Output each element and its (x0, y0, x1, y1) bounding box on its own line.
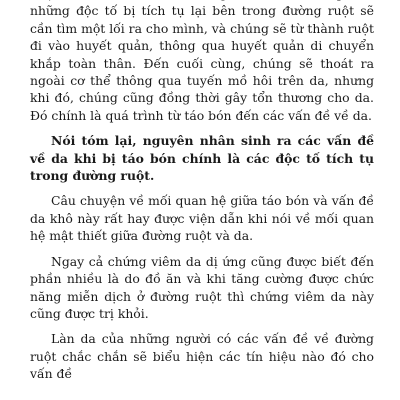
paragraph-constipation-skin: Câu chuyện về mối quan hệ giữa táo bón và vấn đề da khô này rất hay được viện dẫn khi nói về mối quan hệ mật thiết giữa đường ruột và da. (30, 193, 374, 244)
paragraph-intestinal-issues: Làn da của những người có các vấn đề về đường ruột chắc chắn sẽ biểu hiện các tín hiệu nào đó cho vấn đề (30, 331, 374, 382)
paragraph-dermatitis: Ngay cả chứng viêm da dị ứng cũng được biết đến phần nhiều là do đồ ăn và khi tăng cường được chức năng miễn dịch ở đường ruột thì chứng viêm da này cũng được trị khỏi. (30, 253, 374, 321)
paragraph-continued: những độc tố bị tích tụ lại bên trong đường ruột sẽ cần tìm một lối ra cho mình, và chúng sẽ từ thành ruột đi vào huyết quản, thông qua huyết quản di chuyển khắp toàn thân. Đến cuối cùng, chúng sẽ thoát ra ngoài cơ thể thông qua tuyến mồ hôi trên da, nhưng khi đó, chúng cũng đồng thời gây tổn thương cho da. Đó chính là quá trình từ táo bón đến các vấn đề về da. (30, 3, 374, 123)
paragraph-summary-bold: Nói tóm lại, nguyên nhân sinh ra các vấn đề về da khi bị táo bón chính là các độc tố tích tụ trong đường ruột. (30, 133, 374, 184)
